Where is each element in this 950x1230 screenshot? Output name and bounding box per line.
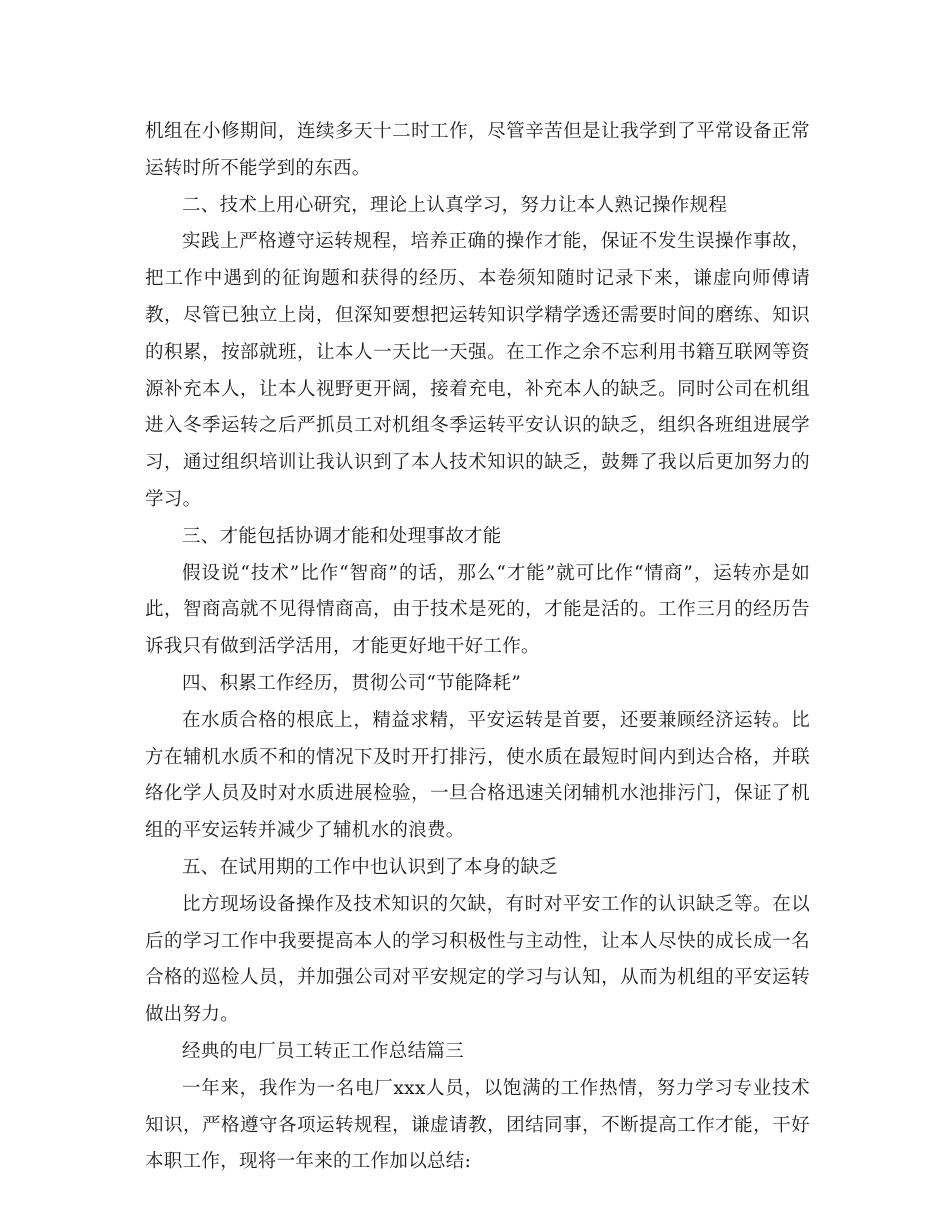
section-heading-2: 二、技术上用心研究，理论上认真学习，努力让本人熟记操作规程 (182, 194, 728, 216)
article-title-part-3: 经典的电厂员工转正工作总结篇三 (182, 1040, 465, 1062)
section-heading-5: 五、在试用期的工作中也认识到了本身的缺乏 (182, 856, 559, 878)
section-heading-3: 三、才能包括协调才能和处理事故才能 (182, 525, 502, 547)
paragraph-section-3: 假设说“技术”比作“智商”的话，那么“才能”就可比作“情商”，运转亦是如此，智商高就不见得情商高，由于技术是死的，才能是活的。工作三月的经历告诉我只有做到活学活用，才能更好地干好工作。 (145, 562, 810, 658)
paragraph-section-4: 在水质合格的根底上，精益求精，平安运转是首要，还要兼顾经济运转。比方在辅机水质不和的情况下及时开打排污，使水质在最短时间内到达合格，并联络化学人员及时对水质进展检验，一旦合格迅速关闭辅机水池排污门，保证了机组的平安运转并减少了辅机水的浪费。 (145, 709, 810, 842)
paragraph-part-3-intro: 一年来，我作为一名电厂xxx人员，以饱满的工作热情，努力学习专业技术知识，严格遵守各项运转规程，谦虚请教，团结同事，不断提高工作才能，干好本职工作，现将一年来的工作加以总结: (145, 1077, 810, 1173)
paragraph-continuation: 机组在小修期间，连续多天十二时工作，尽管辛苦但是让我学到了平常设备正常运转时所不能学到的东西。 (145, 121, 810, 179)
paragraph-section-5: 比方现场设备操作及技术知识的欠缺，有时对平安工作的认识缺乏等。在以后的学习工作中我要提高本人的学习积极性与主动性，让本人尽快的成长成一名合格的巡检人员，并加强公司对平安规定的学习与认知，从而为机组的平安运转做出努力。 (145, 893, 810, 1026)
section-heading-4: 四、积累工作经历，贯彻公司“节能降耗” (182, 672, 522, 694)
paragraph-section-2: 实践上严格遵守运转规程，培养正确的操作才能，保证不发生误操作事故，把工作中遇到的征询题和获得的经历、本卷须知随时记录下来，谦虚向师傅请教，尽管已独立上岗，但深知要想把运转知识学精学透还需要时间的磨练、知识的积累，按部就班，让本人一天比一天强。在工作之余不忘利用书籍互联网等资源补充本人，让本人视野更开阔，接着充电，补充本人的缺乏。同时公司在机组进入冬季运转之后严抓员工对机组冬季运转平安认识的缺乏，组织各班组进展学习，通过组织培训让我认识到了本人技术知识的缺乏，鼓舞了我以后更加努力的学习。 (145, 231, 810, 510)
document-body (145, 114, 810, 1181)
